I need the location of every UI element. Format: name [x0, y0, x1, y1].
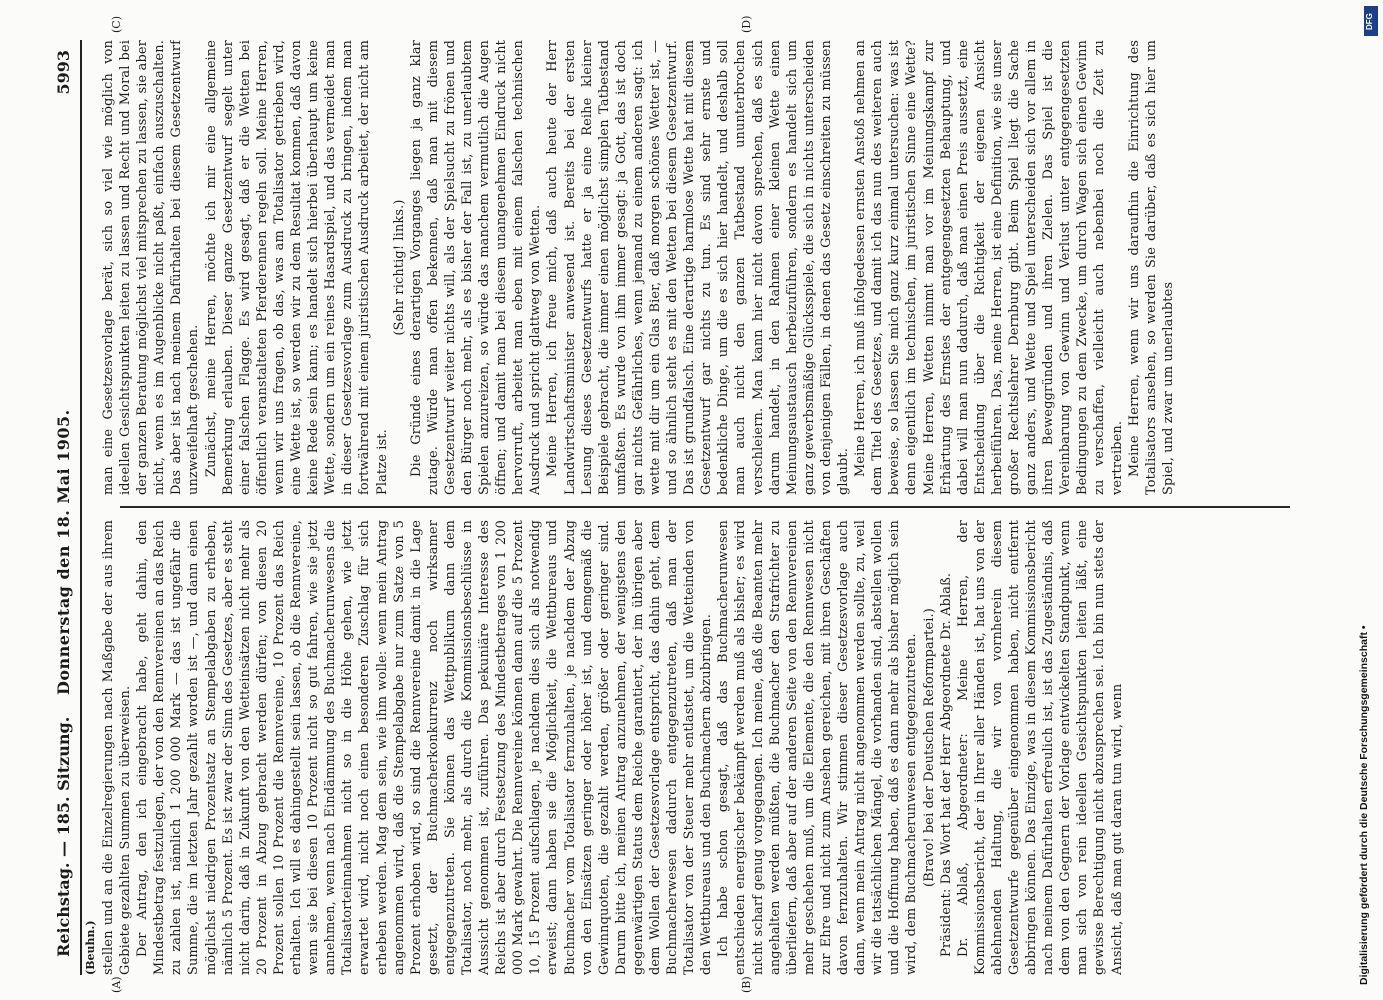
speaker-ref: (Beuhn.)	[84, 920, 97, 975]
page-header	[50, 40, 82, 975]
paragraph: Meine Herren, ich freue mich, daß auch heute der Herr Landwirtschaftsminister anwesend ist. Bereits bei der ersten Lesung dieses Gesetzentwurfs hatte er ja eine Reihe kleiner Beispiele gebracht, die immer einen möglichst simplen Tatbestand umfaßten. Es wurde von ihm immer gesagt: ja Gott, das ist doch gar nichts Gefährliches, wenn jemand zu einem anderen sagt: ich wette mit dir um ein Glas Bier, daß morgen schönes Wetter ist, — und so ähnlich steht es mit den Wetten bei diesem Gesetzentwurf. Das ist grundfalsch. Eine derartige harmlose Wette hat mit diesem Gesetzentwurf gar nichts zu tun. Es sind sehr ernste und bedenkliche Dinge, um die es sich hier handelt, und deshalb soll man auch nicht den ganzen Tatbestand ununterbrochen verschleiern. Man kann hier nicht davon sprechen, daß es sich darum handelt, in den Rahmen einer kleinen Wette einen Meinungsaustausch herbeizuführen, sondern es handelt sich um ganz gewerbsmäßige Glücksspiele, die sich in nichts unterscheiden von denjenigen Fällen, in denen das Gesetz einschreiten zu müssen glaubt.	[545, 40, 852, 495]
paragraph: Zunächst, meine Herren, möchte ich mir eine allgemeine Bemerkung erlauben. Dieser ganze Gesetzentwurf segelt unter einer falschen Flagge. Es wird gesagt, daß er die Wetten bei öffentlich veranstalteten Pferderennen regeln soll. Meine Herren, wenn wir uns fragen, ob das, was am Totalisator getrieben wird, eine Wette ist, so werden wir zu dem Resultat kommen, daß davon keine Rede sein kann; es handelt sich hierbei überhaupt um keine Wette, sondern um ein reines Hasardspiel, und das vermeidet man in dieser Gesetzesvorlage zum Ausdruck zu bringen, indem man fortwährend mit einem juristischen Ausdruck arbeitet, der nicht am Platze ist.	[203, 40, 390, 495]
dfg-logo: DFG	[1364, 6, 1378, 36]
marker-c: (C)	[110, 16, 123, 33]
paragraph: Präsident: Das Wort hat der Herr Abgeordnete Dr. Ablaß.	[938, 572, 954, 957]
header-date: Donnerstag den 18. Mai 1905.	[54, 409, 73, 695]
paragraph: stellen und an die Einzelregierungen nach Maßgabe der aus ihrem Gebiete gezahlten Summen zu überweisen.	[101, 520, 134, 975]
page-number: 5993	[54, 50, 73, 95]
paragraph: Ich habe schon gesagt, daß das Buchmacherunwesen entschieden energischer bekämpft werden muß als bisher; es wird nicht scharf genug vorgegangen. Ich meine, daß die Beamten mehr angehalten werden müßten, die Buchmacher den Strafrichter zu überliefern, daß aber auf der anderen Seite von den Rennvereinen mehr geschehen muß, um die Elemente, die den Rennwesen nicht zur Ehre und nicht zum Ansehen gereichen, mit ihren Geschäften davon fernzuhalten. Wir stimmen dieser Gesetzesvorlage auch dann, wenn mein Antrag nicht angenommen werden sollte, zu, weil wir die tatsächlichen Mängel, die vorhanden sind, abstellen wollen und die Hoffnung haben, daß es dann mehr als bisher möglich sein wird, dem Buchmacherunwesen entgegenzutreten.	[716, 520, 920, 975]
header-session: Reichstag. — 185. Sitzung.	[54, 716, 73, 957]
paragraph: Der Antrag, den ich eingebracht habe, geht dahin, den Mindestbetrag festzulegen, der von den Rennvereinen an das Reich zu zahlen ist, nämlich 1 200 000 Mark — das ist ungefähr die Summe, die im letzten Jahr gezahlt worden ist —, und dann einen möglichst niedrigen Prozentsatz an Stempelabgaben zu erheben, nämlich 5 Prozent. Es ist zwar der Sinn des Gesetzes, aber es steht nicht darin, daß in Zukunft von den Wetteinsätzen nicht mehr als 20 Prozent in Abzug gebracht werden dürfen; von diesen 20 Prozent sollen 10 Prozent die Rennvereine, 10 Prozent das Reich erhalten. Ich will es dahingestellt sein lassen, ob die Rennvereine, wenn sie bei diesen 10 Prozent nicht so gut fahren, wie sie jetzt annehmen, wenn nach Eindämmung des Buchmacherunwesens die Totalisatorteinnahmen nicht so in die Höhe gehen, wie jetzt erwartet wird, nicht noch einen besonderen Zuschlag für sich erheben werden. Mag dem sein, wie ihm wolle: wenn mein Antrag angenommen wird, daß die Stempelabgabe nur zum Satze von 5 Prozent erhoben wird, so sind die Rennvereine damit in die Lage gesetzt, der Buchmacherkonkurrenz noch wirksamer entgegenzutreten. Sie können das Wettpublikum dann dem Totalisator, noch mehr, als durch die Kommissionsbeschlüsse in Aussicht genommen ist, zuführen. Das pekuniäre Interesse des Reichs ist aber durch Festsetzung des Mindestbetrages von 1 200 000 Mark gewahrt. Die Rennvereine können dann auf die 5 Prozent 10, 15 Prozent aufschlagen, je nachdem dies sich als notwendig erweist; dann haben sie die Möglichkeit, die Wettbureaus und Buchmacher vom Totalisator fernzuhalten, je nachdem der Abzug von den Einsätzen geringer oder höher ist, und demgemäß die Gewinnquoten, die gezahlt werden, größer oder geringer sind. Darum bitte ich, meinen Antrag anzunehmen, der wenigstens den gegenwärtigen Status dem Reiche garantiert, der im übrigen aber dem Wollen der Gesetzesvorlage entspricht, das dahin geht, dem Buchmacherwesen dadurch entgegenzutreten, daß man der Totalisator von der Steuer mehr entlastet, um die Wetteinden von den Wettbureaus und den Buchmachern abzubringen.	[135, 520, 715, 975]
paragraph: Dr. Ablaß, Abgeordneter: Meine Herren, der Kommissionsbericht, der in Ihrer aller Händen ist, hat uns von der ablehnenden Haltung, die wir von vornherein diesem Gesetzentwurfe gegenüber eingenommen haben, nicht entfernt abbringen können. Das Einzige, was in diesem Kommissionsbericht nach meinem Dafürhalten erfreulich ist, ist das Zugeständnis, daß dem von den Gegnern der Vorlage entwickelten Standpunkt, wenn man sich von rein ideellen Gesichtspunkten leiten läßt, eine gewisse Berechtigung nicht abzusprechen sei. Ich bin nun stets der Ansicht, daß man gut daran tun wird, wenn	[955, 520, 1125, 975]
rotated-page-content	[50, 15, 1300, 993]
marker-b: (B)	[740, 976, 753, 993]
paragraph: Meine Herren, ich muß infolgedessen ernsten Anstoß nehmen an dem Titel des Gesetzes, und damit ich das nun des weiteren auch beweise, so lassen Sie mich ganz kurz einmal untersuchen: was ist denn eigentlich im technischen, im juristischen Sinne eine Wette? Meine Herren, Wetten nimmt man vor im Meinungskampf zur Erhärtung des Ernstes der entgegengesetzten Behauptung, und dabei will man nun dadurch, daß man einen Preis aussetzt, eine Entscheidung über die Richtigkeit der eigenen Ansicht herbeiführen. Das, meine Herren, ist eine Definition, wie sie unser großer Rechtslehrer Dernburg gibt. Beim Spiel liegt die Sache ganz anders, und Wette und Spiel unterscheiden sich vor allem in ihren Beweggründen und ihren Zielen. Das Spiel ist die Vereinbarung von Gewinn und Verlust unter entgegengesetzten Bedingungen zu dem Zwecke, um durch Wagen sich einen Gewinn zu verschaffen, vielleicht auch nebenbei noch die Zeit zu vertreiben.	[853, 40, 1125, 495]
right-column	[100, 40, 1295, 495]
paragraph: Meine Herren, wenn wir uns daraufhin die Einrichtung des Totalisators ansehen, so werden Sie darüber, daß es sich hier um Spiel, und zwar um unerlaubtes	[1126, 40, 1176, 495]
paragraph: man eine Gesetzesvorlage berät, sich so viel wie möglich von ideellen Gesichtspunkten leiten zu lassen und Recht und Moral bei der ganzen Beratung möglichst viel mitsprechen zu lassen, sie aber nicht, wenn es im Augenblicke nicht paßt, einfach auszuschalten. Das aber ist nach meinem Dafürhalten bei diesem Gesetzentwurf unzweifelhaft geschehen.	[101, 40, 202, 495]
left-column	[100, 520, 1295, 975]
digitization-credit: Digitalisierung gefördert durch die Deutsche Forschungsgemeinschaft •	[1358, 625, 1370, 985]
marker-a: (A)	[110, 976, 123, 993]
marker-d: (D)	[740, 15, 753, 33]
paragraph: Die Gründe eines derartigen Vorganges liegen ja ganz klar zutage. Würde man offen bekennen, daß man mit diesem Gesetzentwurf weiter nichts will, als der Spielsucht zu frönen und den Bürger noch mehr, als es bisher der Fall ist, zu unerlaubtem Spielen anzureizen, so würde das manchem vermutlich die Augen öffnen; und damit man bei diesem unangenehmen Eindruck nicht hervorruft, arbeitet man eben mit einem falschen technischen Ausdruck und spricht glattweg von Wetten.	[408, 40, 544, 495]
paragraph: (Bravo! bei der Deutschen Reformpartei.)	[921, 608, 937, 887]
column-divider	[120, 506, 1290, 508]
paragraph: (Sehr richtig! links.)	[391, 199, 407, 336]
